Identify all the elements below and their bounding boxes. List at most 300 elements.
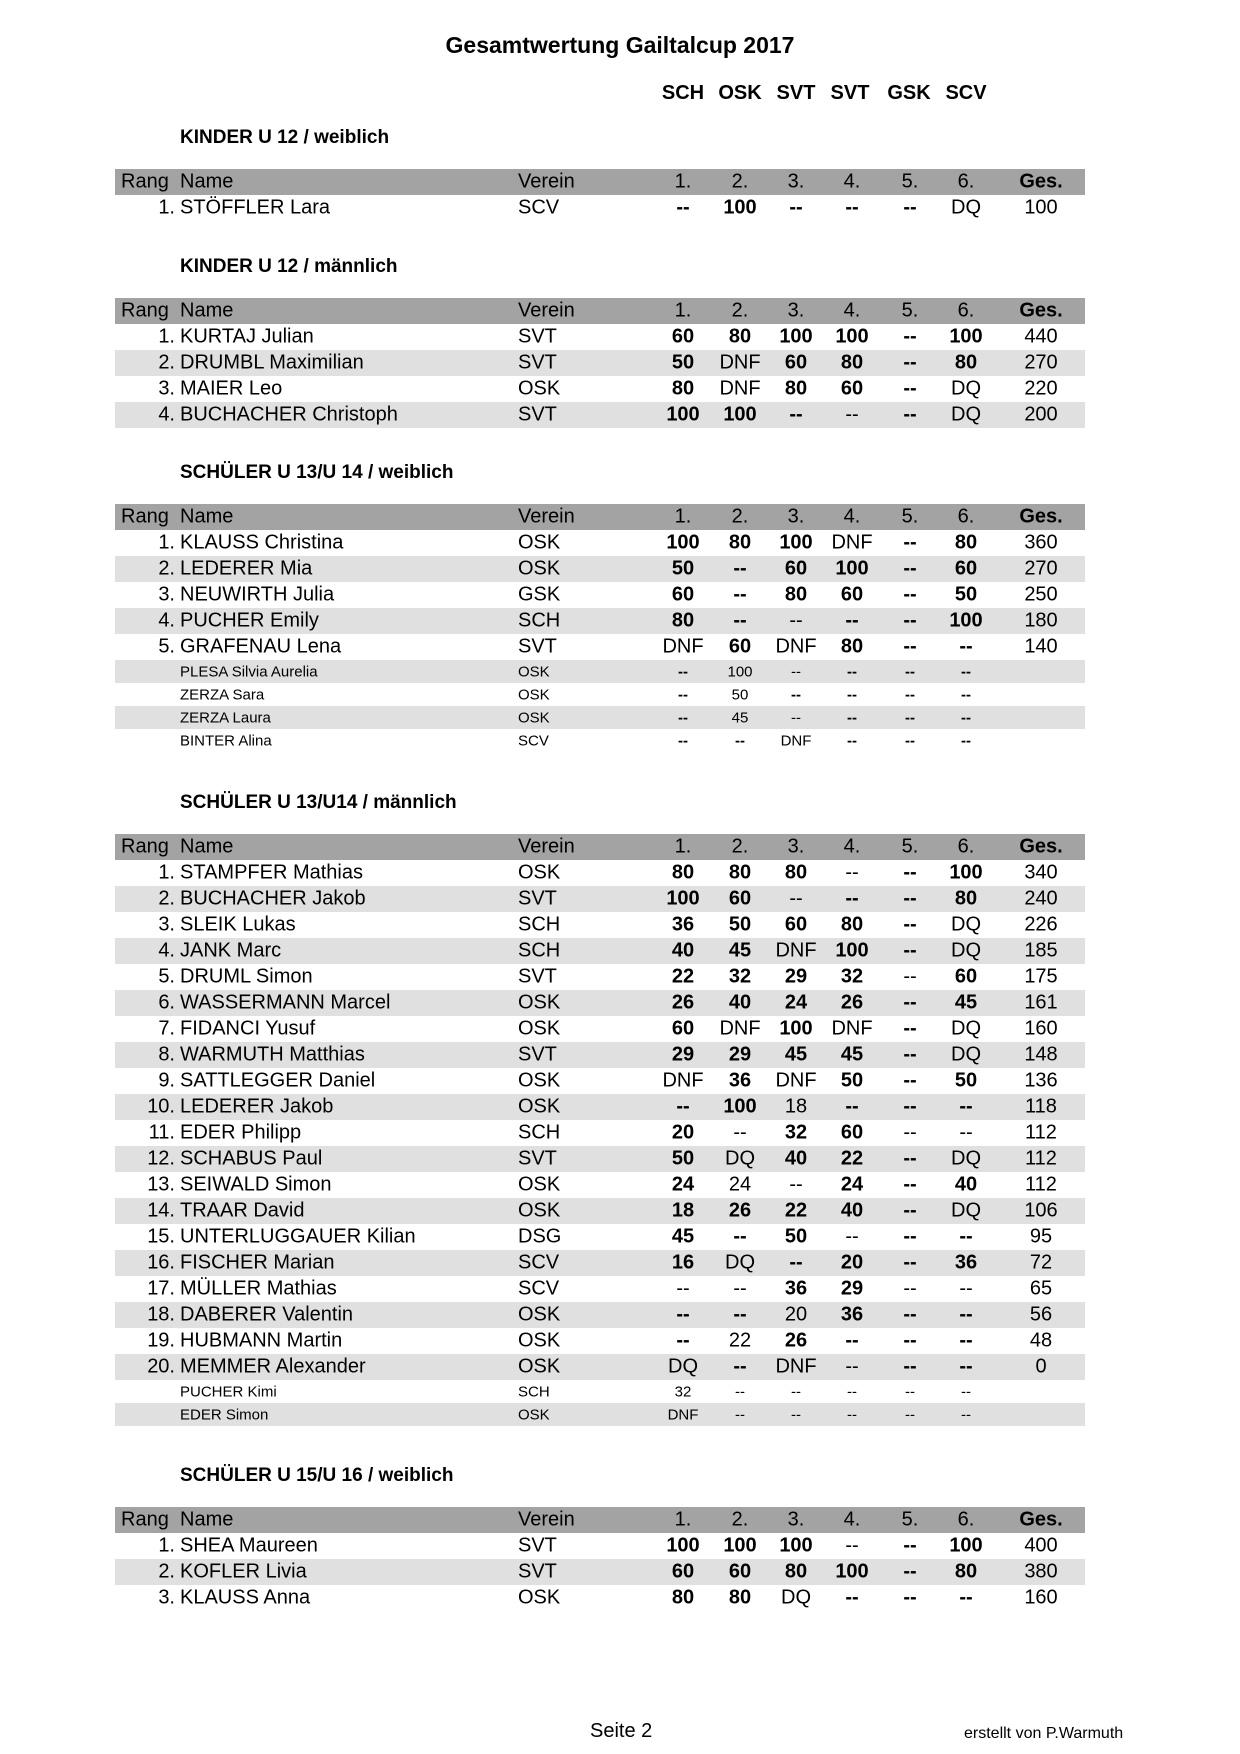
row-total: 226: [1024, 913, 1058, 936]
header-club: Verein: [518, 170, 575, 193]
row-race-result: 60: [671, 325, 695, 348]
table-row: [115, 582, 1085, 608]
table-row: [115, 530, 1085, 556]
row-race-result: 80: [728, 861, 752, 884]
row-name: ZERZA Laura: [180, 709, 271, 726]
row-club: GSK: [518, 583, 561, 606]
header-club: Verein: [518, 835, 575, 858]
row-total: 160: [1024, 1586, 1058, 1609]
row-race-result: 100: [666, 887, 700, 910]
row-rank: 13.: [147, 1173, 175, 1196]
row-race-result: 60: [840, 1121, 864, 1144]
table-row: [115, 1328, 1085, 1354]
row-race-result: --: [903, 583, 917, 606]
row-race-result: --: [845, 1095, 859, 1118]
table-row: [115, 1276, 1085, 1302]
header-race: 2.: [731, 1508, 749, 1531]
row-race-result: 100: [949, 861, 983, 884]
row-race-result: 80: [728, 531, 752, 554]
row-race-result: 20: [671, 1121, 695, 1144]
row-club: SVT: [518, 635, 557, 658]
header-race: 6.: [957, 505, 975, 528]
row-race-result: DNF: [775, 1355, 817, 1378]
row-race-result: --: [845, 196, 859, 219]
row-total: 340: [1024, 861, 1058, 884]
row-race-result: 32: [840, 965, 864, 988]
row-name: MEMMER Alexander: [180, 1355, 366, 1378]
row-club: OSK: [518, 1329, 561, 1352]
row-name: SHEA Maureen: [180, 1534, 318, 1557]
row-race-result: --: [959, 1225, 973, 1248]
row-race-result: 24: [840, 1173, 864, 1196]
row-race-result: --: [903, 531, 917, 554]
row-race-result: --: [903, 1147, 917, 1170]
row-name: KLAUSS Christina: [180, 531, 344, 554]
row-race-result: --: [845, 1586, 859, 1609]
row-race-result: 80: [671, 609, 695, 632]
row-name: FISCHER Marian: [180, 1251, 335, 1274]
row-race-result: 45: [784, 1043, 808, 1066]
table-row: [115, 1354, 1085, 1380]
table-row: [115, 660, 1085, 683]
row-race-result: --: [959, 1303, 973, 1326]
row-race-result: 50: [840, 1069, 864, 1092]
row-race-result: 80: [784, 583, 808, 606]
table-row: [115, 938, 1085, 964]
row-race-result: --: [845, 887, 859, 910]
row-race-result: --: [903, 1017, 917, 1040]
table-row: [115, 1559, 1085, 1585]
row-club: OSK: [518, 531, 561, 554]
row-race-result: 24: [784, 991, 808, 1014]
header-total: Ges.: [1019, 1508, 1063, 1531]
row-total: 112: [1025, 1121, 1057, 1144]
row-name: EDER Philipp: [180, 1121, 302, 1144]
row-club: OSK: [518, 1406, 550, 1423]
row-club: OSK: [518, 861, 561, 884]
row-race-result: DQ: [951, 913, 981, 936]
row-rank: 9.: [158, 1069, 175, 1092]
row-total: 140: [1024, 635, 1058, 658]
row-total: 200: [1024, 403, 1058, 426]
row-race-result: 45: [731, 709, 749, 726]
row-name: ZERZA Sara: [180, 686, 265, 703]
row-total: 250: [1024, 583, 1058, 606]
row-total: 112: [1025, 1147, 1057, 1170]
row-name: BUCHACHER Jakob: [180, 887, 366, 910]
row-race-result: --: [903, 1534, 917, 1557]
row-total: 220: [1024, 377, 1058, 400]
row-race-result: DQ: [668, 1355, 698, 1378]
header-name: Name: [180, 835, 234, 858]
row-name: LEDERER Jakob: [180, 1095, 334, 1118]
row-race-result: --: [961, 1406, 971, 1423]
header-rank: Rang: [121, 170, 169, 193]
row-race-result: DNF: [719, 351, 761, 374]
header-race: 4.: [843, 835, 861, 858]
row-club: SCH: [518, 609, 561, 632]
row-race-result: 100: [779, 531, 813, 554]
row-race-result: --: [959, 635, 973, 658]
row-race-result: --: [847, 663, 857, 680]
row-race-result: --: [961, 663, 971, 680]
table-row: [115, 729, 1085, 752]
row-race-result: 60: [671, 1017, 695, 1040]
row-race-result: 36: [671, 913, 695, 936]
row-race-result: --: [678, 663, 688, 680]
row-race-result: 50: [954, 583, 978, 606]
row-race-result: --: [961, 709, 971, 726]
row-race-result: 60: [954, 557, 978, 580]
row-race-result: --: [903, 991, 917, 1014]
row-race-result: 22: [728, 1329, 752, 1352]
row-race-result: --: [903, 1586, 917, 1609]
row-race-result: --: [791, 709, 801, 726]
row-club: SCH: [518, 1383, 550, 1400]
header-rank: Rang: [121, 835, 169, 858]
table-row: [115, 1016, 1085, 1042]
table-row: [115, 1250, 1085, 1276]
row-race-result: 80: [784, 861, 808, 884]
row-race-result: 50: [671, 351, 695, 374]
row-race-result: 100: [835, 325, 869, 348]
header-race: 3.: [787, 505, 805, 528]
club-header-2: OSK: [718, 82, 762, 104]
table-header-row: [115, 169, 1085, 195]
header-rank: Rang: [121, 505, 169, 528]
table-row: [115, 1172, 1085, 1198]
table-row: [115, 350, 1085, 376]
row-total: 118: [1025, 1095, 1057, 1118]
row-race-result: --: [676, 1303, 690, 1326]
row-rank: 1.: [158, 196, 175, 219]
row-race-result: 26: [671, 991, 695, 1014]
row-race-result: --: [961, 1383, 971, 1400]
header-race: 2.: [731, 505, 749, 528]
row-race-result: DNF: [780, 732, 812, 749]
row-race-result: 40: [728, 991, 752, 1014]
row-race-result: 60: [840, 583, 864, 606]
club-header-4: SVT: [830, 82, 870, 104]
row-name: PUCHER Emily: [180, 609, 319, 632]
row-race-result: 22: [840, 1147, 864, 1170]
table-header-row: [115, 504, 1085, 530]
row-club: OSK: [518, 686, 550, 703]
row-race-result: 18: [784, 1095, 808, 1118]
header-race: 1.: [674, 170, 692, 193]
results-table: [115, 1507, 1085, 1611]
row-race-result: DQ: [951, 196, 981, 219]
row-club: OSK: [518, 557, 561, 580]
row-race-result: --: [733, 1225, 747, 1248]
row-race-result: --: [903, 351, 917, 374]
table-row: [115, 1533, 1085, 1559]
row-race-result: 80: [954, 531, 978, 554]
row-total: 160: [1024, 1017, 1058, 1040]
header-rank: Rang: [121, 1508, 169, 1531]
row-race-result: --: [903, 377, 917, 400]
row-race-result: 24: [671, 1173, 695, 1196]
row-race-result: 50: [784, 1225, 808, 1248]
row-race-result: 60: [728, 635, 752, 658]
row-name: DABERER Valentin: [180, 1303, 354, 1326]
table-row: [115, 1068, 1085, 1094]
row-name: BINTER Alina: [180, 732, 272, 749]
row-race-result: --: [791, 1406, 801, 1423]
table-row: [115, 1094, 1085, 1120]
table-header-row: [115, 1507, 1085, 1533]
row-club: SCV: [518, 732, 549, 749]
row-race-result: 29: [728, 1043, 752, 1066]
row-race-result: DNF: [719, 1017, 761, 1040]
row-rank: 14.: [147, 1199, 175, 1222]
row-name: UNTERLUGGAUER Kilian: [180, 1225, 416, 1248]
row-race-result: --: [676, 1277, 690, 1300]
row-rank: 4.: [158, 403, 175, 426]
row-club: SVT: [518, 403, 557, 426]
row-race-result: 80: [671, 861, 695, 884]
row-race-result: 40: [784, 1147, 808, 1170]
row-total: 270: [1024, 351, 1058, 374]
row-race-result: --: [845, 609, 859, 632]
row-race-result: --: [903, 557, 917, 580]
row-race-result: DNF: [662, 1069, 704, 1092]
header-club: Verein: [518, 1508, 575, 1531]
row-race-result: 80: [728, 1586, 752, 1609]
club-header-6: SCV: [945, 82, 987, 104]
header-race: 1.: [674, 835, 692, 858]
row-race-result: 50: [728, 913, 752, 936]
row-rank: 3.: [158, 913, 175, 936]
row-name: SEIWALD Simon: [180, 1173, 332, 1196]
row-race-result: --: [733, 1303, 747, 1326]
row-race-result: --: [845, 1534, 859, 1557]
row-race-result: 40: [671, 939, 695, 962]
row-race-result: --: [678, 686, 688, 703]
row-total: 136: [1024, 1069, 1058, 1092]
row-race-result: 60: [784, 351, 808, 374]
row-race-result: --: [845, 403, 859, 426]
table-row: [115, 1302, 1085, 1328]
results-table: [115, 834, 1085, 1426]
row-race-result: DQ: [951, 1043, 981, 1066]
row-name: STÖFFLER Lara: [180, 196, 331, 219]
row-race-result: --: [961, 686, 971, 703]
row-total: 440: [1024, 325, 1058, 348]
row-race-result: --: [789, 887, 803, 910]
row-race-result: --: [676, 1095, 690, 1118]
row-rank: 3.: [158, 583, 175, 606]
row-race-result: 100: [666, 531, 700, 554]
table-row: [115, 1585, 1085, 1611]
row-total: 112: [1025, 1173, 1057, 1196]
row-club: OSK: [518, 1069, 561, 1092]
table-row: [115, 1380, 1085, 1403]
header-total: Ges.: [1019, 505, 1063, 528]
row-race-result: 20: [840, 1251, 864, 1274]
row-race-result: --: [676, 196, 690, 219]
row-race-result: --: [959, 1586, 973, 1609]
row-race-result: --: [903, 1303, 917, 1326]
row-race-result: 100: [723, 196, 757, 219]
row-club: SCH: [518, 1121, 561, 1144]
row-race-result: --: [903, 887, 917, 910]
row-race-result: 100: [666, 403, 700, 426]
row-race-result: --: [733, 1277, 747, 1300]
row-race-result: 80: [840, 635, 864, 658]
row-total: 56: [1029, 1303, 1053, 1326]
row-race-result: --: [847, 1383, 857, 1400]
header-race: 5.: [901, 835, 919, 858]
row-club: OSK: [518, 1355, 561, 1378]
row-rank: 2.: [158, 887, 175, 910]
row-rank: 5.: [158, 965, 175, 988]
row-rank: 20.: [147, 1355, 175, 1378]
row-race-result: --: [959, 1121, 973, 1144]
row-club: OSK: [518, 1095, 561, 1118]
row-race-result: 60: [671, 583, 695, 606]
row-club: OSK: [518, 1303, 561, 1326]
header-race: 3.: [787, 170, 805, 193]
table-row: [115, 556, 1085, 582]
row-race-result: DNF: [831, 1017, 873, 1040]
row-race-result: 24: [728, 1173, 752, 1196]
row-race-result: 40: [954, 1173, 978, 1196]
row-race-result: --: [789, 609, 803, 632]
row-club: SVT: [518, 1147, 557, 1170]
row-club: OSK: [518, 709, 550, 726]
table-row: [115, 1146, 1085, 1172]
row-race-result: 36: [728, 1069, 752, 1092]
row-name: PLESA Silvia Aurelia: [180, 663, 318, 680]
row-race-result: 80: [728, 325, 752, 348]
row-race-result: 45: [671, 1225, 695, 1248]
row-race-result: --: [961, 732, 971, 749]
header-race: 6.: [957, 835, 975, 858]
row-race-result: --: [903, 1329, 917, 1352]
row-race-result: 100: [835, 557, 869, 580]
row-race-result: 50: [671, 557, 695, 580]
row-race-result: --: [735, 732, 745, 749]
header-race: 6.: [957, 1508, 975, 1531]
table-row: [115, 634, 1085, 660]
row-race-result: --: [735, 1406, 745, 1423]
row-race-result: --: [903, 1199, 917, 1222]
header-race: 6.: [957, 299, 975, 322]
row-race-result: --: [847, 1406, 857, 1423]
row-race-result: 100: [666, 1534, 700, 1557]
header-race: 5.: [901, 170, 919, 193]
row-race-result: DQ: [951, 1147, 981, 1170]
header-race: 1.: [674, 1508, 692, 1531]
row-rank: 5.: [158, 635, 175, 658]
header-race: 6.: [957, 170, 975, 193]
table-row: [115, 324, 1085, 350]
row-name: JANK Marc: [180, 939, 282, 962]
row-race-result: 100: [949, 1534, 983, 1557]
row-total: 380: [1024, 1560, 1058, 1583]
row-club: OSK: [518, 377, 561, 400]
results-table: [115, 169, 1085, 221]
header-club: Verein: [518, 299, 575, 322]
row-race-result: --: [791, 1383, 801, 1400]
table-header-row: [115, 298, 1085, 324]
row-race-result: 50: [731, 686, 749, 703]
row-race-result: 100: [835, 939, 869, 962]
row-race-result: DNF: [775, 635, 817, 658]
row-name: SCHABUS Paul: [180, 1147, 323, 1170]
row-race-result: 36: [840, 1303, 864, 1326]
row-race-result: --: [678, 732, 688, 749]
row-race-result: DNF: [775, 1069, 817, 1092]
row-name: MÜLLER Mathias: [180, 1277, 337, 1300]
row-race-result: --: [903, 1560, 917, 1583]
header-name: Name: [180, 299, 234, 322]
section-title: SCHÜLER U 13/U14 / männlich: [180, 792, 457, 813]
row-race-result: 80: [954, 1560, 978, 1583]
row-club: SVT: [518, 887, 557, 910]
header-race: 2.: [731, 170, 749, 193]
row-race-result: 100: [949, 325, 983, 348]
row-club: SVT: [518, 1534, 557, 1557]
author-note: erstellt von P.Warmuth: [964, 1725, 1124, 1742]
row-rank: 1.: [158, 1534, 175, 1557]
row-race-result: --: [903, 325, 917, 348]
row-race-result: 80: [840, 913, 864, 936]
row-race-result: 60: [671, 1560, 695, 1583]
row-name: HUBMANN Martin: [180, 1329, 343, 1352]
header-name: Name: [180, 170, 234, 193]
row-race-result: --: [845, 1355, 859, 1378]
row-total: 48: [1029, 1329, 1053, 1352]
row-race-result: 36: [784, 1277, 808, 1300]
row-total: 161: [1024, 991, 1058, 1014]
table-row: [115, 1042, 1085, 1068]
header-race: 3.: [787, 1508, 805, 1531]
header-race: 1.: [674, 505, 692, 528]
row-name: EDER Simon: [180, 1406, 269, 1423]
row-rank: 18.: [147, 1303, 175, 1326]
header-club: Verein: [518, 505, 575, 528]
row-race-result: 40: [840, 1199, 864, 1222]
page-number: Seite 2: [590, 1720, 653, 1742]
row-total: 400: [1024, 1534, 1058, 1557]
row-total: 72: [1029, 1251, 1053, 1274]
row-club: SVT: [518, 965, 557, 988]
row-race-result: 100: [779, 1534, 813, 1557]
row-race-result: 60: [728, 887, 752, 910]
row-name: KOFLER Livia: [180, 1560, 307, 1583]
row-race-result: 29: [784, 965, 808, 988]
row-name: PUCHER Kimi: [180, 1383, 277, 1400]
row-race-result: --: [791, 686, 801, 703]
header-rank: Rang: [121, 299, 169, 322]
row-club: OSK: [518, 991, 561, 1014]
row-rank: 3.: [158, 377, 175, 400]
header-race: 4.: [843, 299, 861, 322]
row-race-result: 100: [723, 403, 757, 426]
row-club: DSG: [518, 1225, 562, 1248]
row-race-result: --: [733, 609, 747, 632]
header-race: 5.: [901, 1508, 919, 1531]
table-row: [115, 964, 1085, 990]
row-race-result: --: [905, 686, 915, 703]
table-row: [115, 886, 1085, 912]
row-race-result: 26: [784, 1329, 808, 1352]
header-total: Ges.: [1019, 170, 1063, 193]
row-race-result: DNF: [667, 1406, 699, 1423]
row-name: DRUMBL Maximilian: [180, 351, 364, 374]
